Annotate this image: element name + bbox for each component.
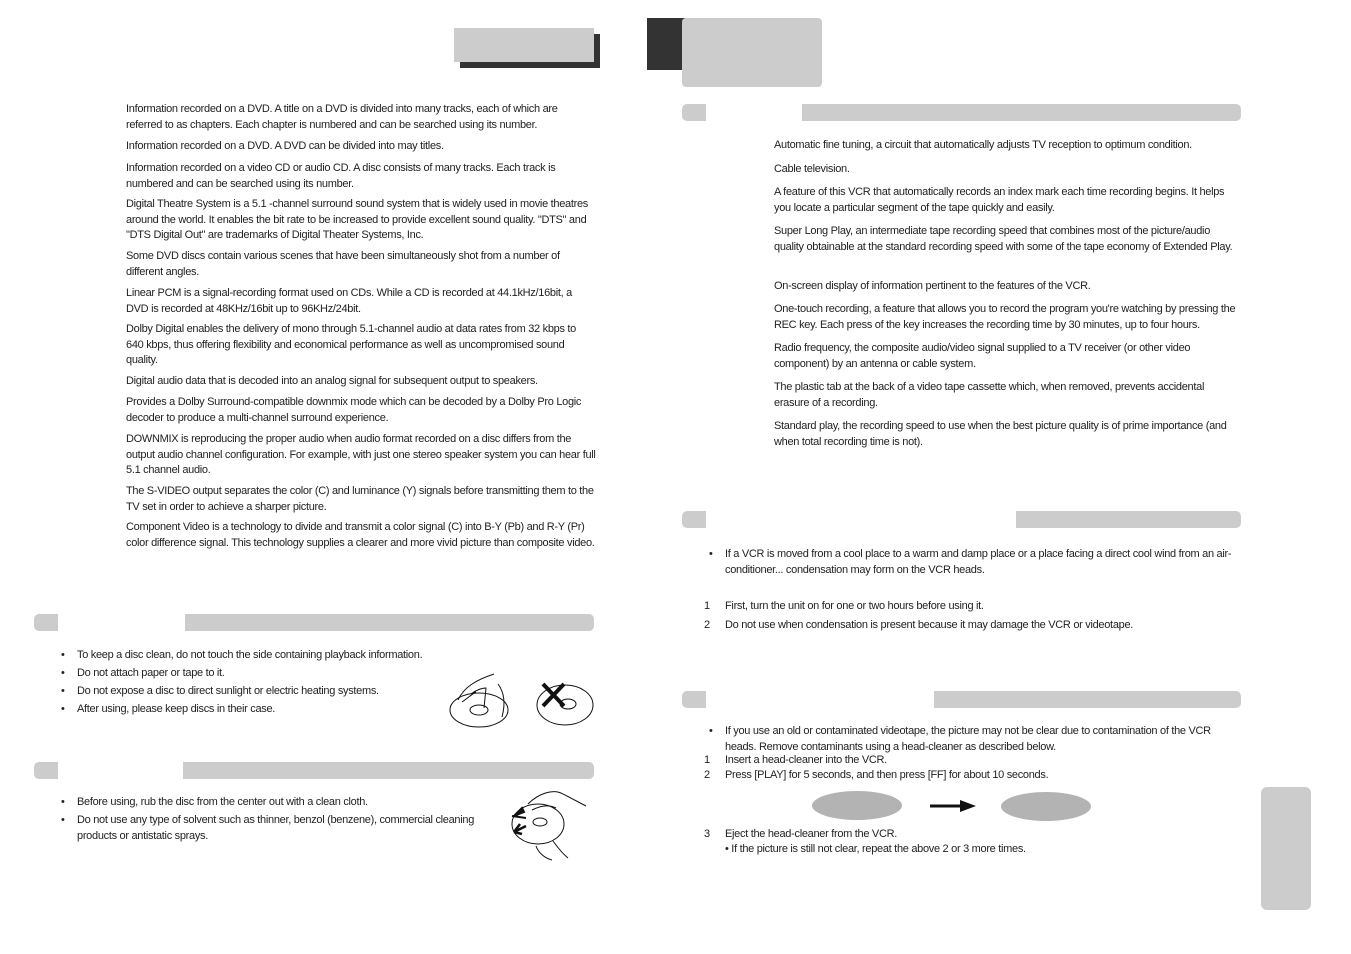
bullet-marker: • (61, 649, 65, 661)
list-item (709, 547, 1240, 578)
glossary-definition: Automatic fine tuning, a circuit that automatically adjusts TV reception to optimum condition. (774, 139, 1192, 151)
list-item-text: If a VCR is moved from a cool place to a warm and damp place or a place facing a direct cool wind from an air-conditioner... condensation may form on the VCR heads. (725, 548, 1232, 576)
step-number: 2 (704, 619, 710, 631)
step-item (704, 753, 1240, 769)
glossary-definition: DOWNMIX is reproducing the proper audio when audio format recorded on a disc differs from the output audio channel configuration. For example, with just one stereo speaker system you can hear full 5.1 channel audio. (126, 433, 596, 476)
hand-holding-disc-icon (450, 674, 508, 727)
bullet-marker: • (61, 685, 65, 697)
list-item-text: Do not attach paper or tape to it. (77, 667, 225, 679)
glossary-definition: Information recorded on a DVD. A DVD can be divided into may titles. (126, 140, 444, 152)
ff-button-graphic (1001, 792, 1091, 821)
cleaning-header-cap (34, 762, 58, 779)
bullet-marker: • (61, 703, 65, 715)
list-item (61, 648, 597, 664)
bullet-marker: • (61, 796, 65, 808)
step-item (704, 618, 1240, 634)
glossary-definition: Standard play, the recording speed to use when the best picture quality is of prime importance (and when total recording time is not). (774, 420, 1227, 448)
list-item-text: After using, please keep discs in their case. (77, 703, 276, 715)
glossary-definition: Cable television. (774, 163, 850, 175)
cleaning-header-bar (183, 762, 594, 779)
list-item (61, 813, 497, 844)
step-text: Do not use when condensation is present because it may damage the VCR or videotape. (725, 619, 1134, 631)
vcr-glossary-header-bar (802, 104, 1241, 121)
handling-header-cap (34, 614, 58, 631)
glossary-definition: Component Video is a technology to divide and transmit a color signal (C) into B-Y (Pb) and R-Y (Pr) color difference signal. This technology supplies a clearer and more vivid picture than composite video. (126, 521, 595, 549)
do-not-touch-disc-icon (537, 684, 593, 725)
glossary-definition: Linear PCM is a signal-recording format used on CDs. While a CD is recorded at 44.1kHz/16bit, a DVD is recorded at 48KHz/16bit up to 96KHz/24bit. (126, 287, 572, 315)
right-title-box (682, 18, 822, 87)
left-title-box (454, 28, 594, 62)
glossary-definition: Radio frequency, the composite audio/video signal supplied to a TV receiver (or other video component) by an antenna or cable system. (774, 342, 1191, 370)
play-button-graphic (812, 791, 902, 820)
arrow-outward-icon (514, 824, 526, 834)
glossary-definition: Provides a Dolby Surround-compatible downmix mode which can be decoded by a Dolby Pro Logic decoder to produce a multi-channel surround experience. (126, 396, 582, 424)
side-index-tab (1261, 787, 1311, 910)
list-item-text: If you use an old or contaminated videotape, the picture may not be clear due to contamination of the VCR heads. Remove contaminants using a head-cleaner as described below. (725, 725, 1211, 753)
glossary-definition: The S-VIDEO output separates the color (C) and luminance (Y) signals before transmitting them to the TV set in order to achieve a sharper picture. (126, 485, 594, 513)
step-item (704, 827, 1240, 843)
glossary-definition: Information recorded on a DVD. A title on a DVD is divided into many tracks, each of which are referred to as chapters. Each chapter is numbered and can be searched using its number. (126, 103, 558, 131)
step-number: 3 (704, 828, 710, 840)
glossary-definition: Digital Theatre System is a 5.1 -channel surround sound system that is widely used in movie theatres around the world. It enables the bit rate to be increased to provide excellent sound quality. "DTS" and "DTS Digital Out" are trademarks of Digital Theater Systems, Inc. (126, 198, 588, 241)
handling-header-bar (185, 614, 594, 631)
bullet-marker: • (61, 667, 65, 679)
list-item (709, 724, 1240, 755)
list-item-text: Before using, rub the disc from the center out with a clean cloth. (77, 796, 368, 808)
disc-cleaning-illustration (508, 786, 590, 861)
glossary-definition: Dolby Digital enables the delivery of mono through 5.1-channel audio at data rates from 32 kbps to 640 kbps, thus offering flexibility and economical performance as well as uncompromised sound quality. (126, 323, 576, 366)
vcr-glossary-header-cap (682, 104, 706, 121)
head-cleaning-header-bar (934, 691, 1241, 708)
glossary-definition: A feature of this VCR that automatically records an index mark each time recording begins. It helps you locate a particular segment of the tape quickly and easily. (774, 186, 1225, 214)
head-cleaning-header-cap (682, 691, 706, 708)
right-title-tab (647, 18, 687, 70)
step-text: Press [PLAY] for 5 seconds, and then press [FF] for about 10 seconds. (725, 769, 1049, 781)
step-item (704, 768, 1240, 784)
step-number: 1 (704, 754, 710, 766)
bullet-marker: • (709, 725, 713, 737)
step-text: Eject the head-cleaner from the VCR. (725, 828, 898, 840)
list-item (61, 684, 437, 700)
glossary-definition: Digital audio data that is decoded into an analog signal for subsequent output to speakers. (126, 375, 538, 387)
note-text: • If the picture is still not clear, repeat the above 2 or 3 more times. (725, 843, 1026, 855)
step-text: First, turn the unit on for one or two hours before using it. (725, 600, 984, 612)
step-number: 2 (704, 769, 710, 781)
step-text: Insert a head-cleaner into the VCR. (725, 754, 887, 766)
arrow-right-icon (928, 798, 978, 814)
glossary-definition: Information recorded on a video CD or audio CD. A disc consists of many tracks. Each track is numbered and can be searched using its number. (126, 162, 556, 190)
arrow-outward-icon (512, 808, 526, 818)
step-item (704, 599, 1240, 615)
glossary-definition: The plastic tab at the back of a video tape cassette which, when removed, prevents accidental erasure of a recording. (774, 381, 1205, 409)
list-item-text: Do not use any type of solvent such as thinner, benzol (benzene), commercial cleaning products or antistatic sprays. (77, 814, 475, 842)
list-item-text: Do not expose a disc to direct sunlight or electric heating systems. (77, 685, 379, 697)
disc-handling-illustration (446, 672, 598, 732)
glossary-definition: On-screen display of information pertinent to the features of the VCR. (774, 280, 1091, 292)
glossary-definition: Some DVD discs contain various scenes that have been simultaneously shot from a number of different angles. (126, 250, 560, 278)
condensation-header-bar (1016, 511, 1241, 528)
bullet-marker: • (61, 814, 65, 826)
list-item-text: To keep a disc clean, do not touch the side containing playback information. (77, 649, 423, 661)
list-item (61, 795, 497, 811)
step-number: 1 (704, 600, 710, 612)
bullet-marker: • (709, 548, 713, 560)
glossary-definition: One-touch recording, a feature that allows you to record the program you're watching by pressing the REC key. Each press of the key increases the recording time by 30 minutes, up to four hours. (774, 303, 1236, 331)
glossary-definition: Super Long Play, an intermediate tape recording speed that combines most of the picture/audio quality obtainable at the standard recording speed with some of the tape economy of Extended Play. (774, 225, 1233, 253)
condensation-header-cap (682, 511, 706, 528)
